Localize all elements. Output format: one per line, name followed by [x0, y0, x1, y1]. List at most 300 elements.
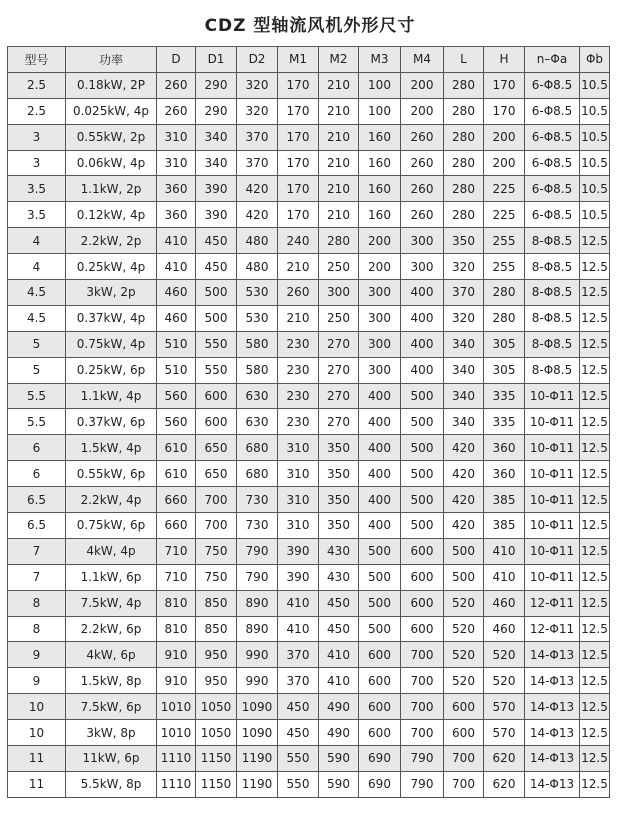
cell-h: 255: [484, 228, 525, 254]
cell-h: 460: [484, 590, 525, 616]
cell-l: 520: [444, 642, 484, 668]
cell-m3: 500: [359, 616, 401, 642]
cell-d: 460: [157, 305, 196, 331]
cell-m1: 310: [278, 513, 319, 539]
cell-d2: 890: [237, 616, 278, 642]
cell-d1: 500: [196, 280, 237, 306]
cell-model: 11: [8, 771, 66, 797]
cell-d2: 530: [237, 280, 278, 306]
table-row: [8, 435, 610, 461]
cell-d: 810: [157, 590, 196, 616]
cell-m2: 250: [319, 254, 359, 280]
cell-power: 1.5kW, 4p: [66, 435, 157, 461]
cell-m2: 450: [319, 616, 359, 642]
cell-l: 320: [444, 305, 484, 331]
cell-l: 340: [444, 383, 484, 409]
cell-m2: 270: [319, 357, 359, 383]
cell-hole-spec: 6-Φ8.5: [525, 176, 580, 202]
cell-m4: 400: [401, 331, 444, 357]
cell-d1: 450: [196, 228, 237, 254]
cell-d2: 890: [237, 590, 278, 616]
cell-model: 6.5: [8, 513, 66, 539]
cell-m1: 550: [278, 746, 319, 772]
cell-d: 1110: [157, 746, 196, 772]
cell-m1: 230: [278, 357, 319, 383]
cell-d: 1010: [157, 720, 196, 746]
cell-d2: 370: [237, 150, 278, 176]
cell-d2: 680: [237, 435, 278, 461]
cell-hole-spec: 12-Φ11: [525, 616, 580, 642]
header-m1: M1: [278, 47, 319, 73]
header-m2: M2: [319, 47, 359, 73]
cell-d: 660: [157, 513, 196, 539]
cell-d: 260: [157, 72, 196, 98]
cell-l: 420: [444, 487, 484, 513]
cell-d2: 790: [237, 564, 278, 590]
cell-m3: 400: [359, 487, 401, 513]
cell-d2: 580: [237, 357, 278, 383]
cell-d1: 750: [196, 564, 237, 590]
cell-m1: 170: [278, 176, 319, 202]
cell-d1: 290: [196, 98, 237, 124]
cell-l: 370: [444, 280, 484, 306]
cell-hole-spec: 10-Φ11: [525, 513, 580, 539]
cell-m2: 210: [319, 72, 359, 98]
cell-phi-b: 12.5: [580, 357, 610, 383]
cell-l: 600: [444, 694, 484, 720]
cell-h: 360: [484, 461, 525, 487]
cell-l: 280: [444, 72, 484, 98]
cell-m4: 200: [401, 98, 444, 124]
cell-hole-spec: 10-Φ11: [525, 461, 580, 487]
cell-m1: 450: [278, 694, 319, 720]
cell-phi-b: 12.5: [580, 487, 610, 513]
cell-m3: 690: [359, 746, 401, 772]
cell-m3: 100: [359, 72, 401, 98]
cell-power: 0.55kW, 2p: [66, 124, 157, 150]
cell-m4: 400: [401, 357, 444, 383]
cell-power: 0.55kW, 6p: [66, 461, 157, 487]
cell-phi-b: 12.5: [580, 228, 610, 254]
cell-model: 5.5: [8, 409, 66, 435]
cell-hole-spec: 8-Φ8.5: [525, 331, 580, 357]
cell-m2: 210: [319, 98, 359, 124]
cell-hole-spec: 6-Φ8.5: [525, 150, 580, 176]
cell-m4: 500: [401, 513, 444, 539]
cell-model: 11: [8, 746, 66, 772]
cell-m3: 100: [359, 98, 401, 124]
cell-d: 910: [157, 668, 196, 694]
cell-d1: 340: [196, 150, 237, 176]
cell-power: 0.75kW, 4p: [66, 331, 157, 357]
header-m4: M4: [401, 47, 444, 73]
cell-hole-spec: 10-Φ11: [525, 538, 580, 564]
cell-m4: 600: [401, 590, 444, 616]
cell-l: 600: [444, 720, 484, 746]
header-h: H: [484, 47, 525, 73]
cell-m4: 500: [401, 409, 444, 435]
header-hole-spec: n–Φa: [525, 47, 580, 73]
cell-power: 0.18kW, 2P: [66, 72, 157, 98]
cell-model: 3: [8, 124, 66, 150]
cell-l: 320: [444, 254, 484, 280]
cell-model: 3.5: [8, 202, 66, 228]
cell-d: 710: [157, 538, 196, 564]
cell-m2: 210: [319, 150, 359, 176]
cell-m1: 210: [278, 254, 319, 280]
cell-model: 2.5: [8, 72, 66, 98]
cell-d: 360: [157, 176, 196, 202]
cell-d2: 580: [237, 331, 278, 357]
cell-m3: 300: [359, 357, 401, 383]
cell-hole-spec: 12-Φ11: [525, 590, 580, 616]
table-row: [8, 694, 610, 720]
cell-d1: 850: [196, 616, 237, 642]
cell-power: 3kW, 8p: [66, 720, 157, 746]
header-m3: M3: [359, 47, 401, 73]
cell-hole-spec: 6-Φ8.5: [525, 72, 580, 98]
cell-model: 3.5: [8, 176, 66, 202]
table-row: [8, 254, 610, 280]
cell-h: 570: [484, 694, 525, 720]
cell-h: 305: [484, 331, 525, 357]
cell-m2: 210: [319, 124, 359, 150]
cell-hole-spec: 10-Φ11: [525, 564, 580, 590]
cell-h: 335: [484, 383, 525, 409]
cell-d: 610: [157, 461, 196, 487]
table-body: [8, 72, 610, 797]
cell-d2: 990: [237, 668, 278, 694]
cell-d2: 420: [237, 176, 278, 202]
header-d2: D2: [237, 47, 278, 73]
cell-model: 10: [8, 720, 66, 746]
cell-d1: 500: [196, 305, 237, 331]
cell-m3: 160: [359, 202, 401, 228]
cell-l: 520: [444, 616, 484, 642]
cell-hole-spec: 8-Φ8.5: [525, 357, 580, 383]
cell-power: 0.75kW, 6p: [66, 513, 157, 539]
cell-l: 420: [444, 513, 484, 539]
table-row: [8, 487, 610, 513]
cell-d2: 990: [237, 642, 278, 668]
cell-h: 280: [484, 305, 525, 331]
cell-m2: 430: [319, 538, 359, 564]
cell-phi-b: 12.5: [580, 616, 610, 642]
cell-phi-b: 12.5: [580, 720, 610, 746]
cell-m4: 300: [401, 254, 444, 280]
cell-m1: 410: [278, 590, 319, 616]
cell-l: 500: [444, 564, 484, 590]
cell-m3: 600: [359, 668, 401, 694]
cell-m2: 350: [319, 487, 359, 513]
cell-phi-b: 10.5: [580, 72, 610, 98]
cell-d2: 680: [237, 461, 278, 487]
cell-h: 200: [484, 124, 525, 150]
cell-phi-b: 12.5: [580, 513, 610, 539]
cell-d: 510: [157, 357, 196, 383]
cell-l: 280: [444, 150, 484, 176]
cell-m4: 600: [401, 538, 444, 564]
cell-m3: 600: [359, 720, 401, 746]
cell-l: 700: [444, 771, 484, 797]
cell-phi-b: 10.5: [580, 150, 610, 176]
cell-m1: 410: [278, 616, 319, 642]
cell-hole-spec: 8-Φ8.5: [525, 305, 580, 331]
cell-h: 225: [484, 176, 525, 202]
cell-d2: 630: [237, 409, 278, 435]
cell-hole-spec: 10-Φ11: [525, 409, 580, 435]
cell-hole-spec: 6-Φ8.5: [525, 98, 580, 124]
table-row: [8, 176, 610, 202]
cell-d: 560: [157, 409, 196, 435]
cell-hole-spec: 10-Φ11: [525, 435, 580, 461]
cell-power: 4kW, 4p: [66, 538, 157, 564]
cell-power: 5.5kW, 8p: [66, 771, 157, 797]
table-row: [8, 202, 610, 228]
cell-d1: 750: [196, 538, 237, 564]
cell-l: 520: [444, 590, 484, 616]
cell-model: 10: [8, 694, 66, 720]
cell-m1: 170: [278, 98, 319, 124]
cell-m4: 500: [401, 435, 444, 461]
cell-m2: 210: [319, 176, 359, 202]
table-row: [8, 720, 610, 746]
cell-d2: 480: [237, 254, 278, 280]
cell-l: 520: [444, 668, 484, 694]
cell-m2: 490: [319, 720, 359, 746]
cell-h: 410: [484, 564, 525, 590]
table-row: [8, 668, 610, 694]
cell-d1: 550: [196, 331, 237, 357]
cell-m4: 700: [401, 642, 444, 668]
cell-d2: 1090: [237, 694, 278, 720]
cell-phi-b: 12.5: [580, 668, 610, 694]
cell-phi-b: 10.5: [580, 98, 610, 124]
cell-phi-b: 12.5: [580, 331, 610, 357]
cell-l: 280: [444, 124, 484, 150]
cell-model: 4.5: [8, 305, 66, 331]
cell-d: 1010: [157, 694, 196, 720]
cell-m3: 400: [359, 435, 401, 461]
table-row: [8, 771, 610, 797]
cell-d1: 600: [196, 409, 237, 435]
cell-m3: 600: [359, 642, 401, 668]
cell-m2: 250: [319, 305, 359, 331]
cell-power: 0.25kW, 6p: [66, 357, 157, 383]
cell-hole-spec: 14-Φ13: [525, 746, 580, 772]
cell-d: 1110: [157, 771, 196, 797]
cell-power: 11kW, 6p: [66, 746, 157, 772]
cell-m4: 400: [401, 305, 444, 331]
cell-phi-b: 12.5: [580, 771, 610, 797]
cell-power: 1.1kW, 6p: [66, 564, 157, 590]
cell-phi-b: 12.5: [580, 280, 610, 306]
cell-h: 255: [484, 254, 525, 280]
cell-l: 280: [444, 176, 484, 202]
table-row: [8, 98, 610, 124]
cell-d1: 700: [196, 487, 237, 513]
header-power: 功率: [66, 47, 157, 73]
cell-model: 6: [8, 435, 66, 461]
cell-m1: 310: [278, 461, 319, 487]
table-row: [8, 538, 610, 564]
cell-d2: 1190: [237, 771, 278, 797]
cell-model: 4: [8, 254, 66, 280]
cell-power: 0.12kW, 4p: [66, 202, 157, 228]
cell-m1: 230: [278, 409, 319, 435]
cell-m2: 350: [319, 513, 359, 539]
cell-m1: 170: [278, 72, 319, 98]
cell-m3: 160: [359, 150, 401, 176]
cell-m3: 300: [359, 331, 401, 357]
cell-model: 3: [8, 150, 66, 176]
cell-m2: 280: [319, 228, 359, 254]
cell-phi-b: 12.5: [580, 642, 610, 668]
cell-m3: 400: [359, 383, 401, 409]
cell-d: 660: [157, 487, 196, 513]
cell-h: 385: [484, 513, 525, 539]
cell-model: 6: [8, 461, 66, 487]
cell-m4: 400: [401, 280, 444, 306]
table-row: [8, 564, 610, 590]
cell-d1: 1150: [196, 771, 237, 797]
cell-l: 340: [444, 357, 484, 383]
header-phi-b: Φb: [580, 47, 610, 73]
cell-model: 8: [8, 590, 66, 616]
cell-h: 410: [484, 538, 525, 564]
cell-d1: 550: [196, 357, 237, 383]
cell-m2: 300: [319, 280, 359, 306]
cell-m2: 490: [319, 694, 359, 720]
cell-model: 8: [8, 616, 66, 642]
header-l: L: [444, 47, 484, 73]
cell-hole-spec: 6-Φ8.5: [525, 124, 580, 150]
cell-model: 2.5: [8, 98, 66, 124]
table-row: [8, 383, 610, 409]
cell-m1: 550: [278, 771, 319, 797]
cell-d2: 420: [237, 202, 278, 228]
cell-phi-b: 12.5: [580, 590, 610, 616]
cell-d: 810: [157, 616, 196, 642]
cell-l: 280: [444, 98, 484, 124]
cell-m1: 170: [278, 124, 319, 150]
cell-m3: 300: [359, 305, 401, 331]
table-row: [8, 616, 610, 642]
cell-l: 500: [444, 538, 484, 564]
cell-d: 710: [157, 564, 196, 590]
header-d1: D1: [196, 47, 237, 73]
cell-m2: 270: [319, 331, 359, 357]
cell-m4: 790: [401, 746, 444, 772]
table-row: [8, 280, 610, 306]
cell-l: 340: [444, 331, 484, 357]
cell-m4: 700: [401, 668, 444, 694]
cell-m2: 590: [319, 746, 359, 772]
cell-m1: 310: [278, 435, 319, 461]
cell-h: 170: [484, 72, 525, 98]
cell-phi-b: 10.5: [580, 202, 610, 228]
cell-d1: 450: [196, 254, 237, 280]
cell-h: 385: [484, 487, 525, 513]
cell-hole-spec: 14-Φ13: [525, 771, 580, 797]
cell-phi-b: 12.5: [580, 383, 610, 409]
cell-power: 1.5kW, 8p: [66, 668, 157, 694]
cell-m4: 600: [401, 616, 444, 642]
cell-m2: 270: [319, 409, 359, 435]
cell-h: 225: [484, 202, 525, 228]
cell-m2: 430: [319, 564, 359, 590]
cell-d1: 1050: [196, 720, 237, 746]
dimension-table: [7, 46, 610, 798]
cell-power: 0.06kW, 4p: [66, 150, 157, 176]
cell-l: 340: [444, 409, 484, 435]
header-model: 型号: [8, 47, 66, 73]
cell-model: 6.5: [8, 487, 66, 513]
cell-power: 7.5kW, 4p: [66, 590, 157, 616]
cell-d1: 950: [196, 668, 237, 694]
cell-hole-spec: 8-Φ8.5: [525, 228, 580, 254]
cell-m3: 200: [359, 228, 401, 254]
cell-h: 460: [484, 616, 525, 642]
cell-d: 360: [157, 202, 196, 228]
cell-m2: 410: [319, 642, 359, 668]
cell-d: 310: [157, 124, 196, 150]
cell-d2: 730: [237, 513, 278, 539]
cell-d2: 1090: [237, 720, 278, 746]
cell-m1: 210: [278, 305, 319, 331]
cell-m4: 790: [401, 771, 444, 797]
cell-d1: 390: [196, 176, 237, 202]
cell-m3: 300: [359, 280, 401, 306]
cell-h: 520: [484, 642, 525, 668]
cell-d1: 950: [196, 642, 237, 668]
table-row: [8, 746, 610, 772]
cell-h: 620: [484, 771, 525, 797]
cell-d2: 630: [237, 383, 278, 409]
cell-m3: 160: [359, 124, 401, 150]
cell-d1: 1050: [196, 694, 237, 720]
cell-hole-spec: 14-Φ13: [525, 642, 580, 668]
cell-h: 520: [484, 668, 525, 694]
cell-m4: 600: [401, 564, 444, 590]
cell-m1: 170: [278, 202, 319, 228]
cell-d2: 370: [237, 124, 278, 150]
cell-hole-spec: 6-Φ8.5: [525, 202, 580, 228]
cell-power: 3kW, 2p: [66, 280, 157, 306]
cell-d: 910: [157, 642, 196, 668]
cell-d: 460: [157, 280, 196, 306]
cell-h: 200: [484, 150, 525, 176]
cell-power: 0.37kW, 6p: [66, 409, 157, 435]
cell-m2: 350: [319, 461, 359, 487]
cell-d2: 790: [237, 538, 278, 564]
cell-hole-spec: 14-Φ13: [525, 668, 580, 694]
cell-d2: 320: [237, 72, 278, 98]
cell-l: 350: [444, 228, 484, 254]
cell-power: 0.25kW, 4p: [66, 254, 157, 280]
cell-m2: 410: [319, 668, 359, 694]
cell-m1: 390: [278, 538, 319, 564]
cell-model: 4.5: [8, 280, 66, 306]
cell-d: 310: [157, 150, 196, 176]
cell-d1: 850: [196, 590, 237, 616]
cell-m3: 600: [359, 694, 401, 720]
cell-power: 2.2kW, 6p: [66, 616, 157, 642]
cell-l: 420: [444, 461, 484, 487]
table-row: [8, 331, 610, 357]
cell-m1: 370: [278, 642, 319, 668]
cell-m2: 270: [319, 383, 359, 409]
